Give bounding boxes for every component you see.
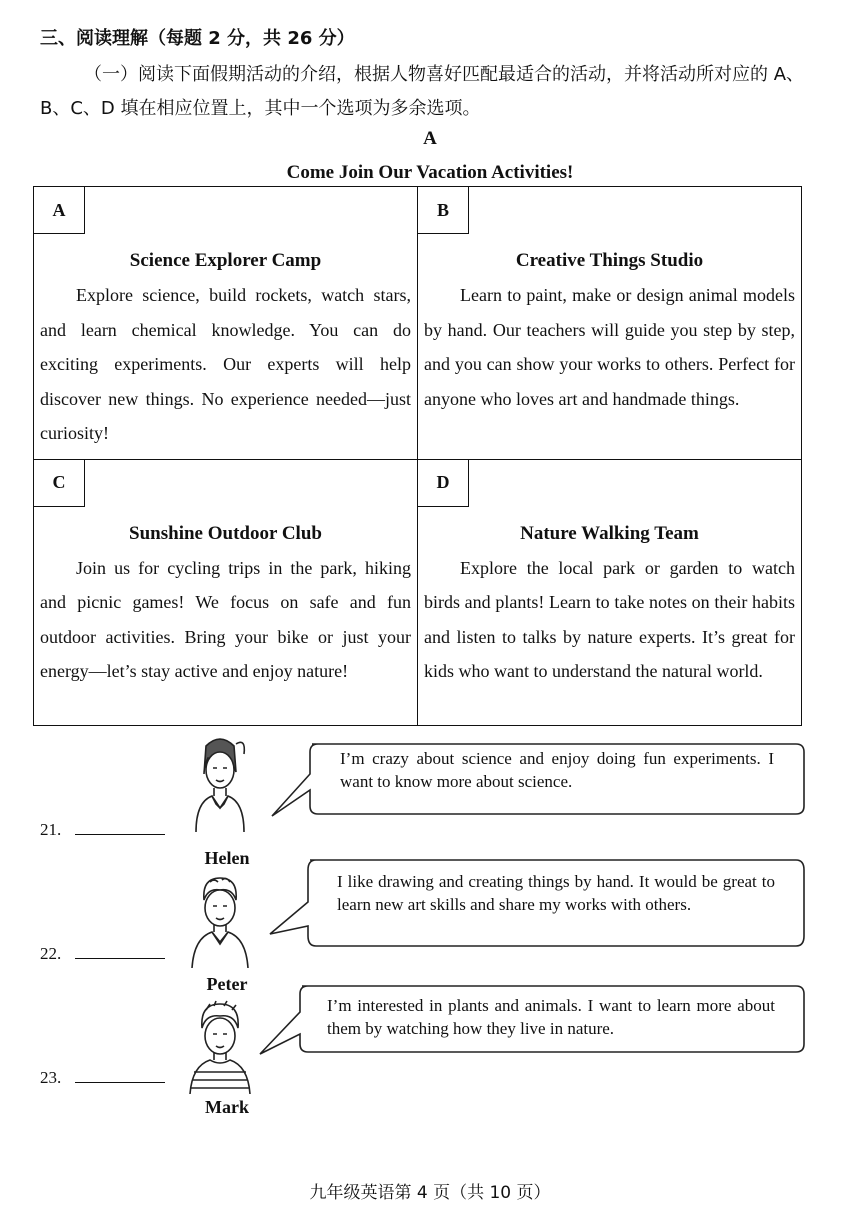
answer-blank[interactable] — [75, 942, 165, 959]
mark-speech: I’m interested in plants and animals. I want to learn more about them by watching how they live in nature. — [327, 996, 775, 1038]
question-number: 21. — [40, 820, 62, 839]
question-21 — [40, 818, 165, 840]
activity-title: Science Explorer Camp — [129, 250, 322, 271]
mark-avatar — [182, 1000, 258, 1100]
helen-speech: I’m crazy about science and enjoy doing fun experiments. I want to know more about science. — [340, 749, 774, 791]
activity-letter: D — [418, 460, 469, 507]
question-number: 22. — [40, 944, 62, 963]
activity-cell-d — [418, 459, 802, 725]
page-footer: 九年级英语第 4 页（共 10 页） — [309, 1183, 551, 1203]
student-name: Helen — [204, 848, 250, 868]
activity-letter: B — [418, 187, 469, 234]
answer-blank[interactable] — [75, 818, 165, 835]
activity-title: Sunshine Outdoor Club — [129, 522, 322, 544]
question-22 — [40, 942, 165, 964]
activities-table — [33, 186, 802, 726]
activity-letter: A — [34, 187, 85, 234]
boy-illustration-icon — [182, 1000, 258, 1096]
activity-title: Nature Walking Team — [520, 522, 699, 544]
activity-description: Join us for cycling trips in the park, hiking and picnic games! We focus on safe and fun outdoor activities. Bring your bike or just your energy—let’s stay active and enjoy nature! — [40, 557, 411, 681]
instruction-text: （一）阅读下面假期活动的介绍，根据人物喜好匹配最适合的活动，并将活动所对应的 A、B、C、D 填在相应位置上，其中一个选项为多余选项。 — [40, 64, 805, 119]
question-number: 23. — [40, 1068, 62, 1087]
activity-title: Creative Things Studio — [515, 250, 704, 271]
girl-illustration-icon — [182, 732, 258, 834]
helen-avatar — [182, 732, 258, 838]
question-23 — [40, 1066, 165, 1088]
student-name: Peter — [206, 974, 248, 994]
passage-label: A — [423, 128, 437, 149]
activity-cell-a — [34, 187, 418, 460]
answer-blank[interactable] — [75, 1066, 165, 1083]
activity-description: Explore science, build rockets, watch stars, and learn chemical knowledge. You can do exciting experiments. Our experts will help discover new things. No experience needed—just curiosity! — [40, 285, 411, 443]
peter-speech: I like drawing and creating things by hand. It would be great to learn new art skills and share my works with others. — [337, 872, 775, 914]
section-heading: 三、阅读理解（每题 2 分，共 26 分） — [40, 28, 355, 49]
activity-description: Explore the local park or garden to watch birds and plants! Learn to take notes on their habits and listen to talks by nature experts. It’s great for kids who want to understand the natural world. — [424, 557, 795, 681]
passage-title: Come Join Our Vacation Activities! — [286, 162, 574, 183]
peter-avatar — [182, 872, 258, 974]
boy-illustration-icon — [182, 872, 258, 970]
activity-letter: C — [34, 460, 85, 507]
activity-description: Learn to paint, make or design animal models by hand. Our teachers will guide you step by step, and you can show your works to others. Perfect for anyone who loves art and handmade things. — [424, 285, 795, 409]
activity-cell-c — [34, 459, 418, 725]
activity-cell-b — [418, 187, 802, 460]
student-name: Mark — [205, 1097, 249, 1117]
